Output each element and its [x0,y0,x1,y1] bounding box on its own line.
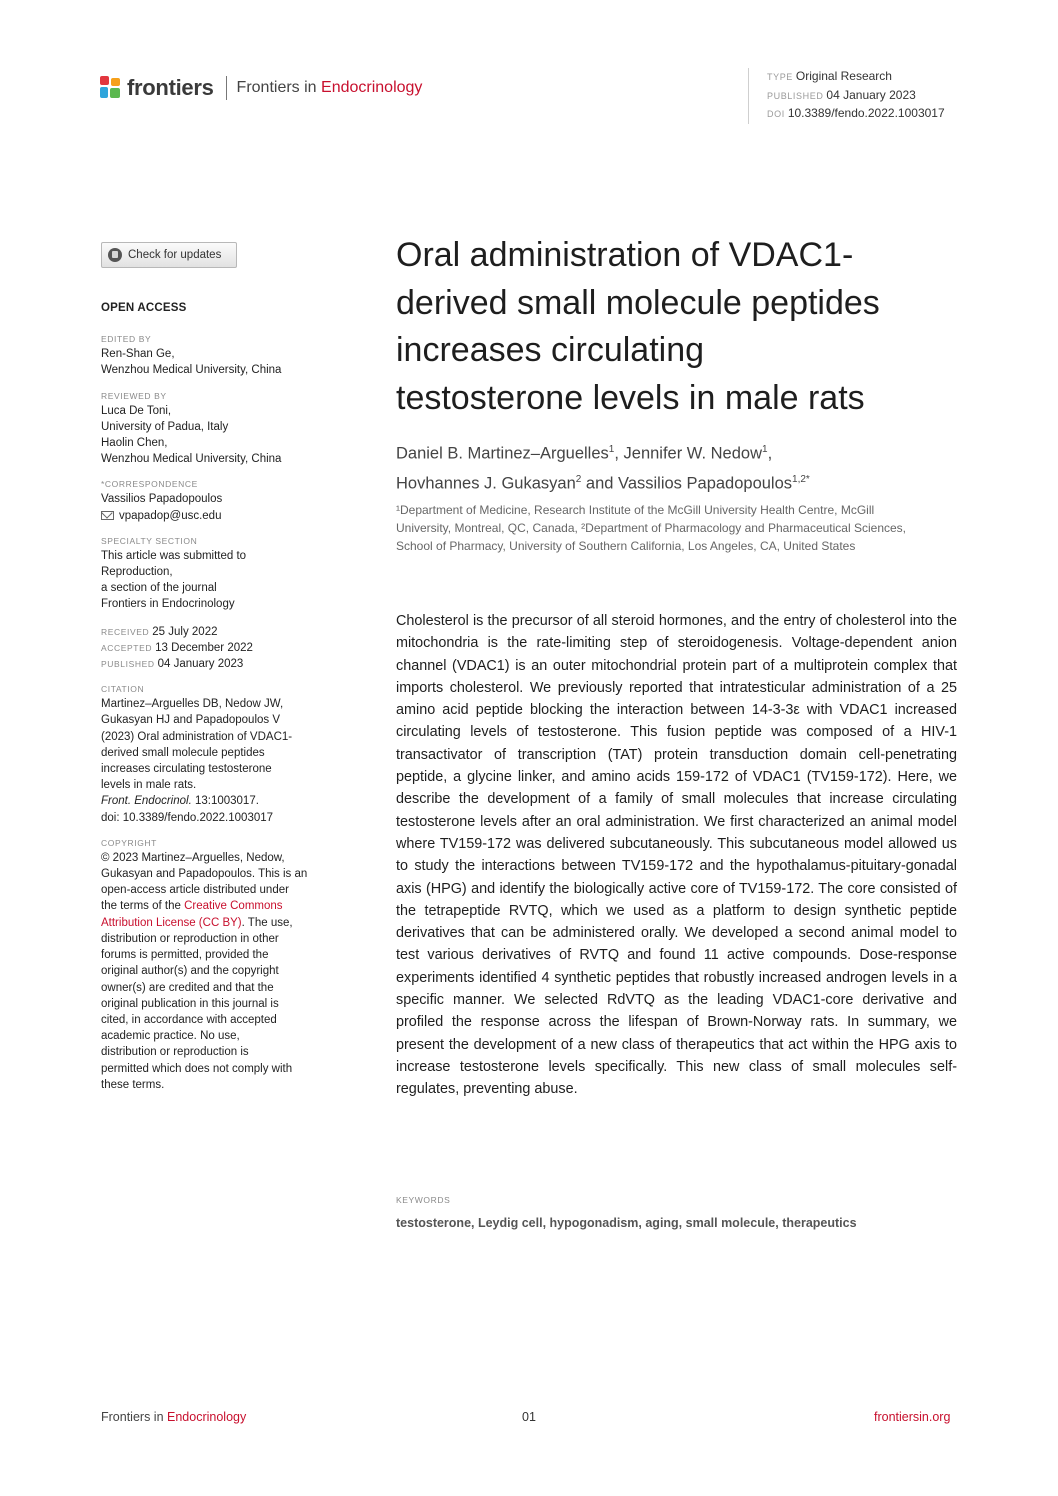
affiliations: ¹Department of Medicine, Research Institute of the McGill University Health Centre, McGill University, Montreal, QC, Canada, ²Department of Pharmacology and Pharmaceutical Sciences, School of Pharmacy, University of Southern California, Los Angeles, CA, United States [396,503,907,553]
license-link[interactable]: Attribution License (CC BY) [101,916,242,929]
sidebar-line: This article was submitted to [101,549,247,562]
article-meta [748,68,945,124]
section-heading: CITATION [101,684,145,695]
brand-name: frontiers [127,75,214,100]
check-for-updates-button[interactable] [101,242,237,268]
article-title: Oral administration of VDAC1- derived small molecule peptides increases circulating testosterone levels in male rats [396,236,880,417]
update-check-icon [108,248,122,262]
keywords: testosterone, Leydig cell, hypogonadism, aging, small molecule, therapeutics [396,1216,857,1230]
corresponding-author: Vassilios Papadopoulos [101,493,223,506]
email-link[interactable]: vpapadop@usc.edu [119,509,222,522]
sidebar-line: a section of the journal [101,582,217,595]
sidebar-line: Haolin Chen, [101,437,168,450]
author-name[interactable]: Daniel B. Martinez–Arguelles [396,444,609,463]
section-heading: REVIEWED BY [101,390,167,401]
author-name[interactable]: Jennifer W. Nedow [623,444,762,463]
accepted-date: ACCEPTED 13 December 2022 [101,641,253,654]
correspondence-section [101,478,326,523]
keywords-heading: KEYWORDS [396,1195,451,1205]
meta-published: PUBLISHED 04 January 2023 [767,87,916,102]
section-heading: *CORRESPONDENCE [101,479,198,490]
sidebar-line: Reproduction, [101,566,173,579]
footer-journal: Frontiers in Endocrinology [101,1410,247,1424]
sidebar-line: Ren-Shan Ge, [101,348,175,361]
copyright-section: COPYRIGHT © 2023 Martinez–Arguelles, Nedow, Gukasyan and Papadopoulos. This is an open-access article distributed under the terms of the Creative Commons Attribution License (CC BY). The use, distribution or reproduction in other forums is permitted, provided the original author(s) and the copyright owner(s) are credited and that the original publication in this journal is cited, in accordance with accepted academic practice. No use, distribution or reproduction is permitted which does not comply with these terms. [101,837,326,1093]
citation-journal: Front. Endocrinol. 13:1003017. [101,795,259,808]
doi-link[interactable]: 10.3389/fendo.2022.1003017 [787,106,945,120]
sidebar [101,300,326,1104]
section-heading: EDITED BY [101,334,152,345]
meta-doi: DOI 10.3389/fendo.2022.1003017 [767,106,945,120]
sidebar-line: Luca De Toni, [101,404,172,417]
journal-title: Frontiers in Endocrinology [236,79,423,96]
journal-header [100,73,422,103]
author-list: Daniel B. Martinez–Arguelles$^1$, Jennifer W. Nedow$^1$, Hovhannes J. Gukasyan$^2$ and Vassilios Papadopoulos$^{1,2*}$ [396,444,810,493]
divider [226,76,227,100]
section-heading: SPECIALTY SECTION [101,535,198,546]
sidebar-line: Frontiers in Endocrinology [101,598,235,611]
check-for-updates-label: Check for updates [128,249,222,261]
sidebar-line: University of Padua, Italy [101,420,229,433]
citation-doi[interactable]: doi: 10.3389/fendo.2022.1003017 [101,811,274,824]
specialty-section [101,535,326,613]
page-number: 01 [522,1410,536,1424]
envelope-icon [101,511,114,520]
published-date: PUBLISHED 04 January 2023 [101,658,244,671]
meta-type: TYPE Original Research [767,69,892,83]
author-name[interactable]: Hovhannes J. Gukasyan [396,474,576,493]
sidebar-line: Wenzhou Medical University, China [101,453,282,466]
sidebar-line: Wenzhou Medical University, China [101,364,282,377]
open-access-label: OPEN ACCESS [101,302,187,314]
email-row [101,508,326,524]
site-link[interactable]: frontiersin.org [874,1410,951,1424]
received-date: RECEIVED 25 July 2022 [101,625,218,638]
license-link[interactable]: Creative Commons [184,900,283,913]
citation-section: CITATION Martinez–Arguelles DB, Nedow JW, Gukasyan HJ and Papadopoulos V (2023) Oral administration of VDAC1- derived small molecule peptides increases circulating testosterone levels in male rats. Front. Endocrinol. 13:1003017. doi: 10.3389/fendo.2022.1003017 [101,683,326,826]
dates-section [101,624,326,673]
frontiers-logo-icon [100,76,122,100]
reviewed-by-section [101,390,326,468]
abstract: Cholesterol is the precursor of all steroid hormones, and the entry of cholesterol into the mitochondria is the rate-limiting step of steroidogenesis. Voltage-dependent anion channel (VDAC1) is an outer mitochondrial protein part of a multiprotein complex that imports cholesterol. We previously reported that intratesticular administration of a 25 amino acid peptide blocking the interaction between 14-3-3ε with VDAC1 increased circulating levels of testosterone. This fusion peptide was composed of a HIV-1 transactivator of transcription (TAT) protein transduction domain cell-penetrating peptide, a glycine linker, and amino acids 159-172 of VDAC1 (TV159-172). Here, we describe the development of a family of small molecules that increase circulating testosterone levels after an oral administration. We first characterized an animal model where TV159-172 was delivered subcutaneously. This subcutaneous model allowed us to study the interactions between TV159-172 and the hypothalamus-pituitary-gonadal axis (HPG) and identify the biologically active core of TV159-172. The core consisted of the tetrapeptide RVTQ, which we used as a platform to design synthetic peptide derivatives that can be administered orally. We developed a second animal model to test various derivatives of RVTQ and found 11 active compounds. Dose-response experiments identified 4 synthetic peptides that robustly increased androgen levels in a specific manner. We selected RdVTQ as the leading VDAC1-core derivative and profiled the response across the lifespan of Brown-Norway rats. In summary, we present the development of a new class of therapeutics that act within the HPG axis to increase testosterone levels specifically. This new class of small molecules self-regulates, preventing abuse. [396,613,957,1098]
author-name[interactable]: Vassilios Papadopoulos [618,474,793,493]
section-heading: COPYRIGHT [101,837,157,848]
edited-by-section [101,333,326,378]
